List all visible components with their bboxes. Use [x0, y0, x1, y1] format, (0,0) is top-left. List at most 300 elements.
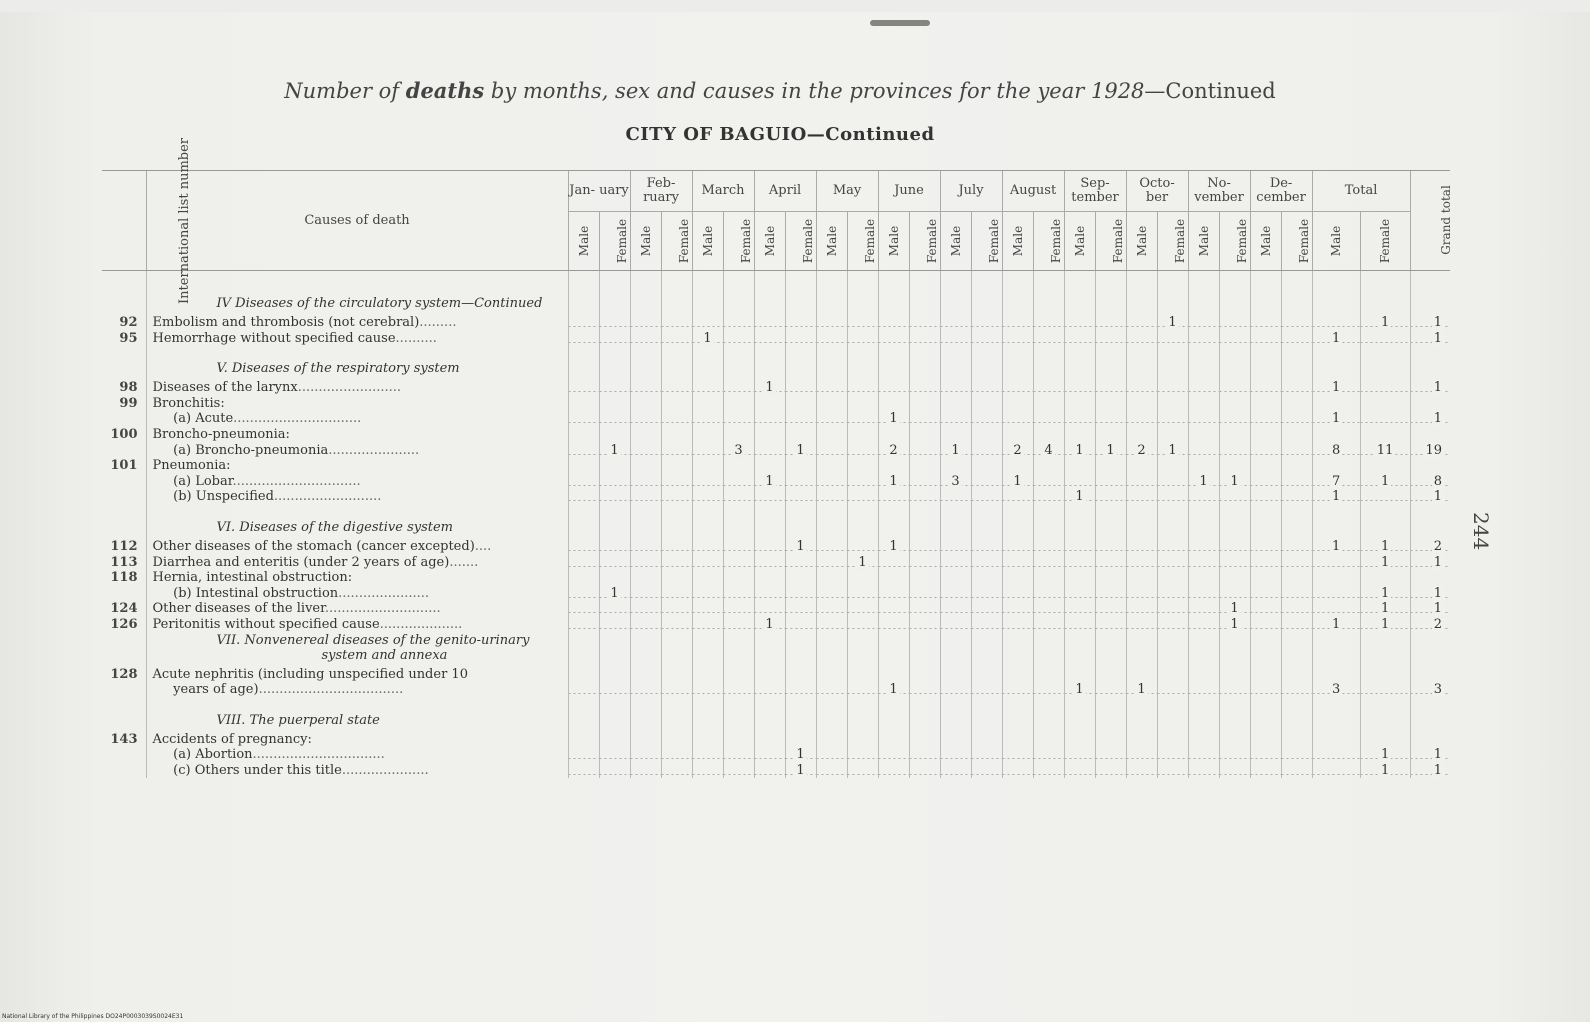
count-cell	[909, 458, 940, 474]
header-month: Jan- uary	[568, 171, 630, 212]
count-cell	[692, 489, 723, 505]
header-male: Male	[630, 212, 661, 271]
count-cell	[754, 539, 785, 555]
count-cell	[1188, 732, 1219, 748]
table-row	[102, 427, 1450, 443]
count-cell	[1188, 763, 1219, 779]
count-cell	[1250, 474, 1281, 490]
count-cell: 1	[847, 555, 878, 571]
count-cell	[754, 396, 785, 412]
total-female-cell: 1	[1360, 747, 1410, 763]
count-cell	[878, 601, 909, 617]
count-cell	[1095, 732, 1126, 748]
total-male-cell: 3	[1312, 682, 1360, 698]
count-cell	[847, 489, 878, 505]
count-cell	[909, 667, 940, 683]
cause-label: Diarrhea and enteritis (under 2 years of age).......	[146, 555, 568, 571]
count-cell	[661, 315, 692, 331]
count-cell	[785, 474, 816, 490]
total-female-cell: 11	[1360, 443, 1410, 459]
grand-total-cell	[1410, 732, 1450, 748]
count-cell	[1126, 586, 1157, 602]
count-cell	[785, 315, 816, 331]
count-cell	[940, 555, 971, 571]
count-cell	[723, 617, 754, 633]
total-female-cell: 1	[1360, 586, 1410, 602]
count-cell	[568, 474, 599, 490]
count-cell	[971, 586, 1002, 602]
count-cell	[847, 617, 878, 633]
cause-label: years of age)...................................	[146, 682, 568, 698]
list-number	[102, 411, 146, 427]
grand-total-cell	[1410, 427, 1450, 443]
count-cell	[909, 443, 940, 459]
count-cell	[878, 555, 909, 571]
count-cell	[1188, 667, 1219, 683]
count-cell	[1188, 539, 1219, 555]
count-cell	[785, 682, 816, 698]
count-cell	[816, 763, 847, 779]
header-month: June	[878, 171, 940, 212]
cause-label: Diseases of the larynx.........................	[146, 380, 568, 396]
count-cell	[1064, 396, 1095, 412]
cause-label: (c) Others under this title.....................	[146, 763, 568, 779]
header-female: Female	[1281, 212, 1312, 271]
count-cell	[816, 601, 847, 617]
count-cell	[630, 570, 661, 586]
count-cell	[816, 458, 847, 474]
list-number: 113	[110, 554, 138, 570]
count-cell	[1064, 732, 1095, 748]
count-cell	[754, 682, 785, 698]
total-male-cell	[1312, 601, 1360, 617]
count-cell	[1002, 396, 1033, 412]
table-row	[102, 682, 1450, 698]
count-cell	[1157, 539, 1188, 555]
count-cell	[909, 474, 940, 490]
header-female: Female	[785, 212, 816, 271]
count-cell	[692, 458, 723, 474]
header-grand-total: Grand total	[1410, 171, 1450, 271]
table-row	[102, 443, 1450, 459]
count-cell	[1095, 458, 1126, 474]
count-cell	[1002, 427, 1033, 443]
count-cell	[909, 331, 940, 347]
total-female-cell	[1360, 489, 1410, 505]
count-cell	[816, 427, 847, 443]
header-total: Total	[1312, 171, 1410, 212]
count-cell	[971, 315, 1002, 331]
count-cell	[1281, 331, 1312, 347]
count-cell	[847, 427, 878, 443]
count-cell	[1126, 489, 1157, 505]
grand-total-cell	[1410, 396, 1450, 412]
list-number: 126	[110, 616, 138, 632]
total-female-cell	[1360, 411, 1410, 427]
count-cell: 1	[1064, 682, 1095, 698]
count-cell	[1157, 682, 1188, 698]
count-cell	[878, 617, 909, 633]
count-cell	[909, 489, 940, 505]
table-row	[102, 474, 1450, 490]
count-cell	[599, 747, 630, 763]
count-cell	[1219, 586, 1250, 602]
table-row	[102, 411, 1450, 427]
list-number: 124	[110, 601, 138, 617]
count-cell	[971, 380, 1002, 396]
count-cell	[1033, 380, 1064, 396]
header-female: Female	[1157, 212, 1188, 271]
count-cell	[599, 682, 630, 698]
total-male-cell: 1	[1312, 411, 1360, 427]
count-cell: 3	[940, 474, 971, 490]
count-cell: 1	[599, 443, 630, 459]
count-cell	[940, 732, 971, 748]
count-cell	[1002, 555, 1033, 571]
header-female: Female	[909, 212, 940, 271]
count-cell	[599, 732, 630, 748]
table-row	[102, 331, 1450, 347]
count-cell: 1	[1064, 489, 1095, 505]
count-cell	[847, 411, 878, 427]
count-cell	[1250, 443, 1281, 459]
count-cell	[1281, 586, 1312, 602]
count-cell	[1250, 489, 1281, 505]
header-male: Male	[568, 212, 599, 271]
count-cell	[1064, 763, 1095, 779]
cause-label: Acute nephritis (including unspecified under 10	[146, 667, 568, 683]
count-cell	[1188, 315, 1219, 331]
count-cell	[692, 763, 723, 779]
count-cell	[754, 489, 785, 505]
count-cell	[816, 474, 847, 490]
count-cell	[1157, 396, 1188, 412]
count-cell	[909, 539, 940, 555]
header-month: August	[1002, 171, 1064, 212]
count-cell	[816, 489, 847, 505]
count-cell	[661, 380, 692, 396]
count-cell	[630, 682, 661, 698]
count-cell	[630, 601, 661, 617]
count-cell	[723, 747, 754, 763]
count-cell	[599, 396, 630, 412]
list-number: 118	[110, 570, 138, 586]
count-cell	[1157, 570, 1188, 586]
count-cell	[692, 539, 723, 555]
count-cell	[1250, 667, 1281, 683]
count-cell	[1188, 489, 1219, 505]
count-cell	[847, 747, 878, 763]
header-month: April	[754, 171, 816, 212]
grand-total-cell: 8	[1410, 474, 1450, 490]
count-cell	[661, 586, 692, 602]
total-female-cell: 1	[1360, 601, 1410, 617]
count-cell	[1281, 380, 1312, 396]
count-cell	[1002, 586, 1033, 602]
count-cell	[754, 667, 785, 683]
count-cell	[1002, 667, 1033, 683]
grand-total-cell	[1410, 667, 1450, 683]
count-cell	[1250, 555, 1281, 571]
count-cell	[1033, 489, 1064, 505]
count-cell	[785, 555, 816, 571]
grand-total-cell: 2	[1410, 539, 1450, 555]
count-cell	[1281, 427, 1312, 443]
count-cell	[1281, 763, 1312, 779]
count-cell	[1033, 331, 1064, 347]
count-cell	[723, 411, 754, 427]
count-cell	[1002, 747, 1033, 763]
header-month: De- cember	[1250, 171, 1312, 212]
count-cell	[1157, 427, 1188, 443]
count-cell	[1095, 763, 1126, 779]
count-cell	[1064, 427, 1095, 443]
section-header-row	[102, 698, 1450, 732]
count-cell	[1157, 411, 1188, 427]
count-cell	[909, 570, 940, 586]
table-row	[102, 380, 1450, 396]
cause-label: Other diseases of the liver............................	[146, 601, 568, 617]
count-cell	[909, 427, 940, 443]
cause-label: Hemorrhage without specified cause..........	[146, 331, 568, 347]
header-female: Female	[1219, 212, 1250, 271]
count-cell	[1002, 617, 1033, 633]
count-cell	[1126, 570, 1157, 586]
count-cell	[661, 555, 692, 571]
count-cell	[661, 601, 692, 617]
count-cell	[940, 747, 971, 763]
count-cell	[630, 489, 661, 505]
section-title: V. Diseases of the respiratory system	[146, 346, 568, 380]
count-cell	[1126, 380, 1157, 396]
header-male: Male	[1064, 212, 1095, 271]
count-cell	[630, 443, 661, 459]
count-cell: 1	[878, 539, 909, 555]
count-cell	[940, 617, 971, 633]
header-male: Male	[692, 212, 723, 271]
count-cell	[599, 427, 630, 443]
grand-total-cell	[1410, 458, 1450, 474]
header-male: Male	[1250, 212, 1281, 271]
count-cell	[785, 380, 816, 396]
total-female-cell: 1	[1360, 763, 1410, 779]
count-cell	[599, 763, 630, 779]
count-cell	[1064, 474, 1095, 490]
total-female-cell	[1360, 732, 1410, 748]
count-cell	[661, 396, 692, 412]
list-number: 95	[119, 330, 138, 346]
count-cell	[754, 411, 785, 427]
count-cell	[1095, 427, 1126, 443]
header-male: Male	[1002, 212, 1033, 271]
count-cell	[1281, 396, 1312, 412]
count-cell	[630, 396, 661, 412]
header-female: Female	[661, 212, 692, 271]
total-female-cell: 1	[1360, 555, 1410, 571]
count-cell	[909, 586, 940, 602]
count-cell	[940, 380, 971, 396]
count-cell	[1281, 682, 1312, 698]
count-cell	[1095, 667, 1126, 683]
list-number: 101	[110, 458, 138, 474]
count-cell	[940, 667, 971, 683]
count-cell	[971, 570, 1002, 586]
count-cell	[1250, 380, 1281, 396]
grand-total-cell: 3	[1410, 682, 1450, 698]
section-title: VI. Diseases of the digestive system	[146, 505, 568, 539]
header-month: Octo- ber	[1126, 171, 1188, 212]
count-cell	[1188, 747, 1219, 763]
count-cell	[661, 474, 692, 490]
count-cell	[692, 427, 723, 443]
table-row	[102, 586, 1450, 602]
count-cell	[940, 396, 971, 412]
count-cell	[723, 331, 754, 347]
count-cell	[1250, 331, 1281, 347]
count-cell	[1219, 458, 1250, 474]
total-male-cell	[1312, 667, 1360, 683]
count-cell	[1095, 315, 1126, 331]
count-cell	[971, 601, 1002, 617]
count-cell	[847, 315, 878, 331]
header-intl-number: International list number	[102, 171, 146, 271]
table-row	[102, 539, 1450, 555]
count-cell	[1281, 747, 1312, 763]
count-cell	[909, 396, 940, 412]
count-cell	[1002, 732, 1033, 748]
header-female: Female	[723, 212, 754, 271]
count-cell	[630, 732, 661, 748]
page-title	[0, 78, 1560, 103]
count-cell: 1	[1219, 474, 1250, 490]
count-cell	[1095, 539, 1126, 555]
cause-label: (b) Intestinal obstruction......................	[146, 586, 568, 602]
document-page	[0, 12, 1590, 1022]
count-cell	[971, 617, 1002, 633]
header-male: Male	[816, 212, 847, 271]
count-cell	[878, 331, 909, 347]
count-cell	[1157, 732, 1188, 748]
count-cell	[692, 601, 723, 617]
count-cell	[1250, 763, 1281, 779]
count-cell	[599, 458, 630, 474]
count-cell	[723, 763, 754, 779]
count-cell	[909, 732, 940, 748]
count-cell: 2	[1126, 443, 1157, 459]
count-cell: 1	[1126, 682, 1157, 698]
count-cell	[971, 555, 1002, 571]
count-cell	[1126, 315, 1157, 331]
count-cell	[754, 763, 785, 779]
total-male-cell: 1	[1312, 539, 1360, 555]
table-row	[102, 667, 1450, 683]
page-subtitle: CITY OF BAGUIO—Continued	[625, 124, 935, 145]
list-number: 128	[110, 666, 138, 682]
count-cell	[1157, 555, 1188, 571]
count-cell	[1095, 601, 1126, 617]
total-male-cell	[1312, 555, 1360, 571]
count-cell	[1281, 489, 1312, 505]
count-cell	[1157, 747, 1188, 763]
count-cell	[1188, 443, 1219, 459]
count-cell	[1250, 396, 1281, 412]
count-cell	[1064, 458, 1095, 474]
count-cell	[971, 682, 1002, 698]
count-cell	[599, 331, 630, 347]
count-cell	[1188, 396, 1219, 412]
count-cell	[1095, 489, 1126, 505]
count-cell	[878, 667, 909, 683]
count-cell	[847, 763, 878, 779]
count-cell	[599, 555, 630, 571]
count-cell	[568, 427, 599, 443]
count-cell	[568, 732, 599, 748]
count-cell	[971, 458, 1002, 474]
count-cell: 2	[1002, 443, 1033, 459]
count-cell	[630, 411, 661, 427]
count-cell: 1	[785, 763, 816, 779]
list-number	[102, 586, 146, 602]
count-cell: 1	[754, 474, 785, 490]
count-cell	[1250, 411, 1281, 427]
count-cell	[785, 427, 816, 443]
count-cell: 1	[599, 586, 630, 602]
count-cell	[1126, 539, 1157, 555]
count-cell	[1219, 331, 1250, 347]
count-cell	[971, 539, 1002, 555]
total-female-cell	[1360, 396, 1410, 412]
count-cell	[1033, 539, 1064, 555]
count-cell	[847, 331, 878, 347]
count-cell	[1188, 586, 1219, 602]
count-cell	[971, 331, 1002, 347]
total-female-cell	[1360, 458, 1410, 474]
grand-total-cell: 1	[1410, 380, 1450, 396]
count-cell	[1033, 667, 1064, 683]
count-cell	[723, 601, 754, 617]
count-cell	[1250, 617, 1281, 633]
count-cell	[1219, 667, 1250, 683]
count-cell	[1219, 763, 1250, 779]
list-number: 112	[110, 538, 138, 554]
grand-total-cell: 1	[1410, 315, 1450, 331]
count-cell	[754, 331, 785, 347]
count-cell	[1219, 396, 1250, 412]
count-cell	[723, 570, 754, 586]
count-cell	[754, 443, 785, 459]
count-cell	[1095, 586, 1126, 602]
count-cell	[692, 396, 723, 412]
cause-label: (a) Abortion................................	[146, 747, 568, 763]
count-cell	[816, 411, 847, 427]
count-cell	[971, 427, 1002, 443]
count-cell	[661, 411, 692, 427]
total-male-cell	[1312, 396, 1360, 412]
count-cell	[1002, 539, 1033, 555]
count-cell	[1002, 763, 1033, 779]
total-female-cell	[1360, 331, 1410, 347]
count-cell	[661, 331, 692, 347]
count-cell	[1126, 474, 1157, 490]
total-male-cell	[1312, 570, 1360, 586]
count-cell	[1219, 555, 1250, 571]
total-male-cell	[1312, 747, 1360, 763]
count-cell	[1126, 747, 1157, 763]
count-cell	[971, 474, 1002, 490]
count-cell	[1126, 555, 1157, 571]
count-cell	[1188, 617, 1219, 633]
count-cell: 2	[878, 443, 909, 459]
